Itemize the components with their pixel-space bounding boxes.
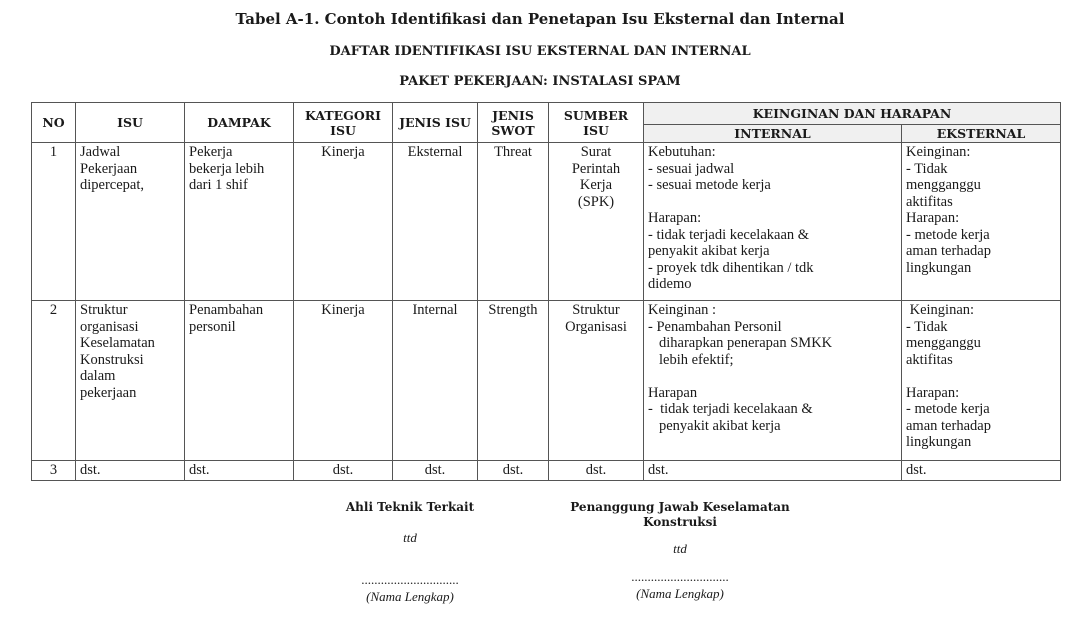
cell-jenis-swot: dst. <box>478 461 549 481</box>
cell-eksternal: dst. <box>902 461 1061 481</box>
signature-ttd: ttd <box>403 530 417 545</box>
cell-isu: Struktur organisasi Keselamatan Konstruksi dalam pekerjaan <box>76 301 185 461</box>
cell-sumber: Struktur Organisasi <box>549 301 644 461</box>
signature-line: .............................. <box>631 569 729 584</box>
cell-sumber: Surat Perintah Kerja (SPK) <box>549 143 644 301</box>
cell-dampak: Penambahan personil <box>185 301 294 461</box>
cell-jenis-swot: Threat <box>478 143 549 301</box>
signature-label: Penanggung Jawab Keselamatan Konstruksi <box>570 500 790 529</box>
header-sumber: SUMBER ISU <box>549 103 644 143</box>
cell-kategori: Kinerja <box>294 143 393 301</box>
cell-eksternal: Keinginan: - Tidak mengganggu aktifitas Harapan: - metode kerja aman terhadap lingkungan <box>902 301 1061 461</box>
cell-isu: Jadwal Pekerjaan dipercepat, <box>76 143 185 301</box>
header-internal: INTERNAL <box>644 125 902 143</box>
cell-jenis-isu: dst. <box>393 461 478 481</box>
header-no: NO <box>32 103 76 143</box>
cell-no: 1 <box>32 143 76 301</box>
cell-no: 2 <box>32 301 76 461</box>
header-jenis-swot: JENIS SWOT <box>478 103 549 143</box>
cell-eksternal: Keinginan: - Tidak mengganggu aktifitas Harapan: - metode kerja aman terhadap lingkungan <box>902 143 1061 301</box>
table-caption: Tabel A-1. Contoh Identifikasi dan Penetapan Isu Eksternal dan Internal <box>235 10 845 28</box>
cell-isu: dst. <box>76 461 185 481</box>
issues-table <box>31 102 1061 481</box>
cell-dampak: dst. <box>185 461 294 481</box>
document-title: DAFTAR IDENTIFIKASI ISU EKSTERNAL DAN INTERNAL <box>329 44 751 59</box>
header-eksternal: EKSTERNAL <box>902 125 1061 143</box>
cell-kategori: Kinerja <box>294 301 393 461</box>
header-keinginan: KEINGINAN DAN HARAPAN <box>644 103 1061 125</box>
signature-ttd: ttd <box>673 541 687 556</box>
cell-no: 3 <box>32 461 76 481</box>
signature-name: (Nama Lengkap) <box>636 586 724 601</box>
signature-line: .............................. <box>361 572 459 587</box>
signature-block-pj-keselamatan <box>560 500 800 602</box>
cell-internal: dst. <box>644 461 902 481</box>
cell-kategori: dst. <box>294 461 393 481</box>
header-kategori: KATEGORI ISU <box>294 103 393 143</box>
signature-block-ahli <box>330 500 490 605</box>
table-row <box>32 143 1061 301</box>
cell-internal: Kebutuhan: - sesuai jadwal - sesuai metode kerja Harapan: - tidak terjadi kecelakaan & penyakit akibat kerja - proyek tdk dihentikan / tdk didemo <box>644 143 902 301</box>
signature-name: (Nama Lengkap) <box>366 589 454 604</box>
table-row <box>32 461 1061 481</box>
cell-jenis-isu: Internal <box>393 301 478 461</box>
header-dampak: DAMPAK <box>185 103 294 143</box>
table-row <box>32 301 1061 461</box>
cell-jenis-swot: Strength <box>478 301 549 461</box>
project-title: PAKET PEKERJAAN: INSTALASI SPAM <box>399 74 681 89</box>
header-isu: ISU <box>76 103 185 143</box>
cell-internal: Keinginan : - Penambahan Personil diharapkan penerapan SMKK lebih efektif; Harapan - tidak terjadi kecelakaan & penyakit akibat kerja <box>644 301 902 461</box>
signature-label: Ahli Teknik Terkait <box>345 500 475 514</box>
cell-dampak: Pekerja bekerja lebih dari 1 shif <box>185 143 294 301</box>
cell-sumber: dst. <box>549 461 644 481</box>
header-jenis-isu: JENIS ISU <box>393 103 478 143</box>
cell-jenis-isu: Eksternal <box>393 143 478 301</box>
